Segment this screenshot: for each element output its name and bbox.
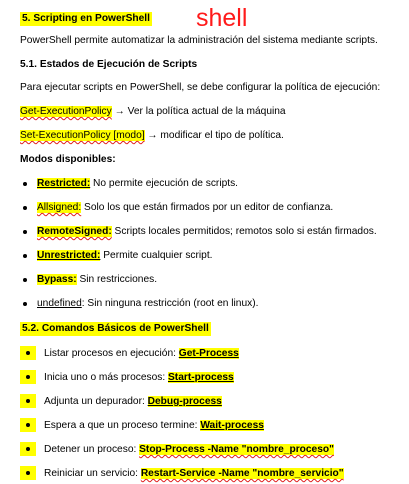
modes-heading: Modos disponibles: <box>20 154 116 165</box>
list-item <box>44 348 239 360</box>
bullet-icon <box>23 206 27 210</box>
bullet-icon <box>23 182 27 186</box>
mode-name: Bypass: <box>37 274 77 285</box>
mode-description: Permite cualquier script. <box>100 250 213 261</box>
bullet-icon <box>26 471 30 475</box>
command-name: Stop-Process -Name "nombre_proceso" <box>139 444 334 455</box>
list-item <box>37 202 333 214</box>
command-description: Detener un proceso: <box>44 444 140 455</box>
command-description: Inicia uno o más procesos: <box>44 372 169 383</box>
mode-description: No permite ejecución de scripts. <box>90 178 239 189</box>
list-item <box>44 444 334 456</box>
shell-stamp: shell <box>196 4 248 32</box>
command-name: Restart-Service -Name "nombre_servicio" <box>140 468 344 479</box>
mode-description: : Sin ninguna restricción (root en linux). <box>81 298 259 309</box>
bullet-icon <box>23 254 27 258</box>
mode-description: Solo los que están firmados por un editor de confianza. <box>81 202 334 213</box>
mode-name: undefined <box>37 298 82 309</box>
list-item <box>44 396 222 408</box>
bullet-icon <box>23 230 27 234</box>
command-name: Start-process <box>168 372 234 383</box>
set-policy-line <box>20 130 284 142</box>
bullet-icon <box>26 399 30 403</box>
command-description: Espera a que un proceso termine: <box>44 420 201 431</box>
command-name: Get-Process <box>178 348 239 359</box>
command-description: Adjunta un depurador: <box>44 396 148 407</box>
command-description: Reiniciar un servicio: <box>44 468 141 479</box>
bullet-icon <box>26 375 30 379</box>
list-item <box>44 420 264 432</box>
bullet-icon <box>23 278 27 282</box>
mode-name: Allsigned: <box>37 202 82 213</box>
set-policy-command: Set-ExecutionPolicy [modo] <box>20 130 145 141</box>
section-5-heading: 5. Scripting en PowerShell <box>22 13 150 24</box>
get-policy-description: → Ver la política actual de la máquina <box>111 106 286 117</box>
bullet-icon <box>26 351 30 355</box>
mode-name: Unrestricted: <box>37 250 101 261</box>
mode-description: Sin restricciones. <box>76 274 158 285</box>
bullet-highlight <box>20 418 36 432</box>
list-item <box>44 468 344 480</box>
list-item <box>37 226 377 238</box>
list-item <box>44 372 234 384</box>
section-5-1-intro: Para ejecutar scripts en PowerShell, se debe configurar la política de ejecución: <box>20 82 381 93</box>
set-policy-description: → modificar el tipo de política. <box>144 130 284 141</box>
bullet-highlight <box>20 370 36 384</box>
command-description: Listar procesos en ejecución: <box>44 348 179 359</box>
bullet-highlight <box>20 466 36 480</box>
section-5-1-heading: 5.1. Estados de Ejecución de Scripts <box>20 59 198 70</box>
mode-name: RemoteSigned: <box>37 226 112 237</box>
list-item <box>37 250 213 262</box>
list-item <box>37 274 157 286</box>
bullet-highlight <box>20 442 36 456</box>
bullet-highlight <box>20 346 36 360</box>
section-5-2-heading: 5.2. Comandos Básicos de PowerShell <box>22 323 209 334</box>
bullet-icon <box>26 423 30 427</box>
command-name: Debug-process <box>147 396 222 407</box>
get-policy-command: Get-ExecutionPolicy <box>20 106 112 117</box>
list-item <box>37 298 258 310</box>
mode-description: Scripts locales permitidos; remotos solo si están firmados. <box>111 226 377 237</box>
bullet-icon <box>26 447 30 451</box>
bullet-icon <box>23 302 27 306</box>
section-5-intro: PowerShell permite automatizar la administración del sistema mediante scripts. <box>20 35 378 46</box>
mode-name: Restricted: <box>37 178 91 189</box>
get-policy-line <box>20 106 286 118</box>
bullet-highlight <box>20 394 36 408</box>
list-item <box>37 178 238 190</box>
command-name: Wait-process <box>200 420 264 431</box>
